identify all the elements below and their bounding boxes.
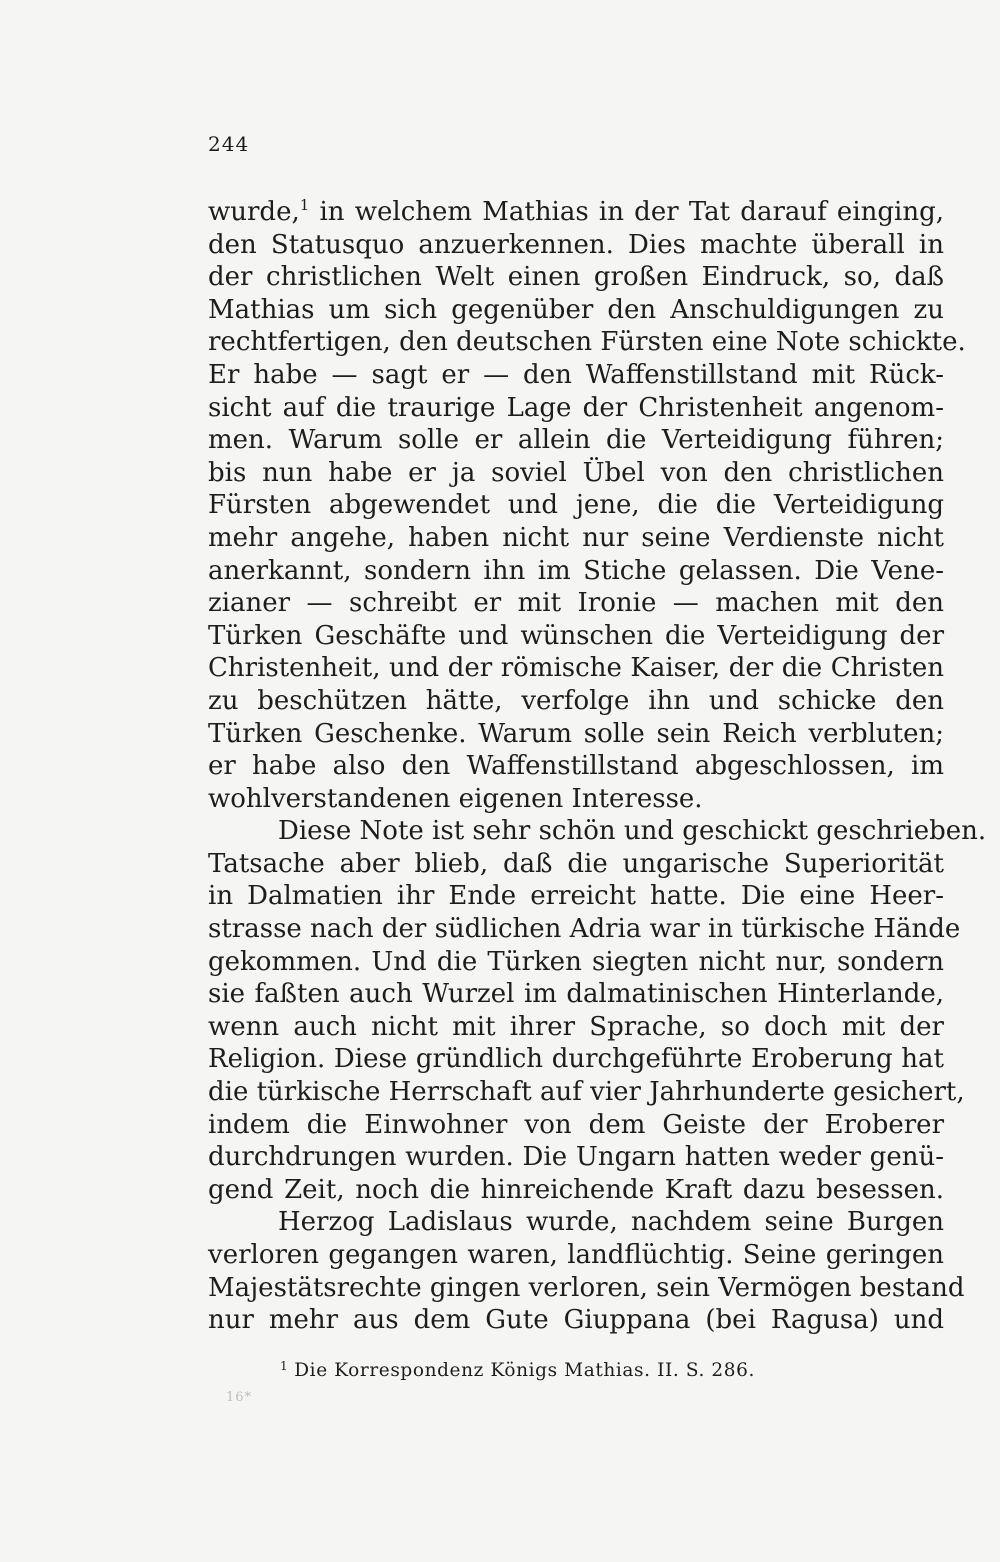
text-line-30: durchdrungen wurden. Die Ungarn hatten weder genü-: [208, 1142, 944, 1173]
signature-mark: 16*: [226, 1390, 253, 1405]
text-line-1: [208, 196, 944, 229]
text-line-9: bis nun habe er ja soviel Übel von den christlichen: [208, 457, 944, 488]
text-line-27: Religion. Diese gründlich durchgeführte Eroberung hat: [208, 1044, 944, 1075]
text-line-15: Christenheit, und der römische Kaiser, der die Christen: [208, 653, 944, 684]
text-line-2: den Statusquo anzuerkennen. Dies machte überall in: [208, 229, 944, 260]
text-line-18: er habe also den Waffenstillstand abgeschlossen, im: [208, 751, 944, 782]
text-line-4: Mathias um sich gegenüber den Anschuldigungen zu: [208, 294, 944, 325]
footnote-reference: 1: [299, 196, 310, 214]
footnote-text: Die Korrespondenz Königs Mathias. II. S. 286.: [294, 1360, 756, 1381]
text-line-5: rechtfertigen, den deutschen Fürsten eine Note schickte.: [208, 327, 966, 358]
text-line-33: verloren gegangen waren, landflüchtig. Seine geringen: [208, 1240, 944, 1270]
text-line-8: men. Warum solle er allein die Verteidigung führen;: [208, 425, 944, 456]
text-line-32: Herzog Ladislaus wurde, nachdem seine Burgen: [278, 1207, 944, 1238]
text-line-6: Er habe — sagt er — den Waffenstillstand mit Rück-: [208, 359, 944, 390]
text-line-7: sicht auf die traurige Lage der Christenheit angenom-: [208, 392, 944, 423]
text-line-29: indem die Einwohner von dem Geiste der Eroberer: [208, 1109, 944, 1140]
text-line-14: Türken Geschäfte und wünschen die Verteidigung der: [208, 620, 944, 651]
text-line-26: wenn auch nicht mit ihrer Sprache, so doch mit der: [208, 1011, 944, 1042]
text-line-20: Diese Note ist sehr schön und geschickt geschrieben.: [278, 816, 987, 847]
text-line-22: in Dalmatien ihr Ende erreicht hatte. Die eine Heer-: [208, 881, 944, 912]
footnote: [280, 1360, 755, 1381]
text-line-34: Majestätsrechte gingen verloren, sein Vermögen bestand: [208, 1272, 965, 1303]
text-line-11: mehr angehe, haben nicht nur seine Verdienste nicht: [208, 522, 944, 553]
page-number: 244: [208, 132, 250, 156]
text-line-12: anerkannt, sondern ihn im Stiche gelassen. Die Vene-: [208, 555, 944, 586]
text-line-16: zu beschützen hätte, verfolge ihn und schicke den: [208, 685, 944, 716]
text-line-25: sie faßten auch Wurzel im dalmatinischen Hinterlande,: [208, 979, 944, 1010]
line-1-rest: in welchem Mathias in der Tat darauf einging,: [319, 197, 944, 227]
text-line-28: die türkische Herrschaft auf vier Jahrhunderte gesichert,: [208, 1077, 965, 1108]
text-line-3: der christlichen Welt einen großen Eindruck, so, daß: [208, 262, 944, 293]
text-line-13: zianer — schreibt er mit Ironie — machen mit den: [208, 588, 944, 619]
footnote-marker: 1: [280, 1359, 289, 1373]
body-text: [208, 196, 987, 1337]
text-line-23: strasse nach der südlichen Adria war in türkische Hände: [208, 914, 961, 945]
text-line-35: nur mehr aus dem Gute Giuppana (bei Ragusa) und: [208, 1305, 944, 1336]
text-line-10: Fürsten abgewendet und jene, die die Verteidigung: [208, 490, 944, 521]
text-line-17: Türken Geschenke. Warum solle sein Reich verbluten;: [208, 718, 944, 749]
text-line-31: gend Zeit, noch die hinreichende Kraft dazu besessen.: [208, 1174, 944, 1205]
text-line-24: gekommen. Und die Türken siegten nicht nur, sondern: [208, 946, 944, 977]
first-word: wurde,: [208, 197, 300, 227]
text-line-21: Tatsache aber blieb, daß die ungarische Superiorität: [208, 848, 944, 879]
text-line-19: wohlverstandenen eigenen Interesse.: [208, 783, 703, 814]
